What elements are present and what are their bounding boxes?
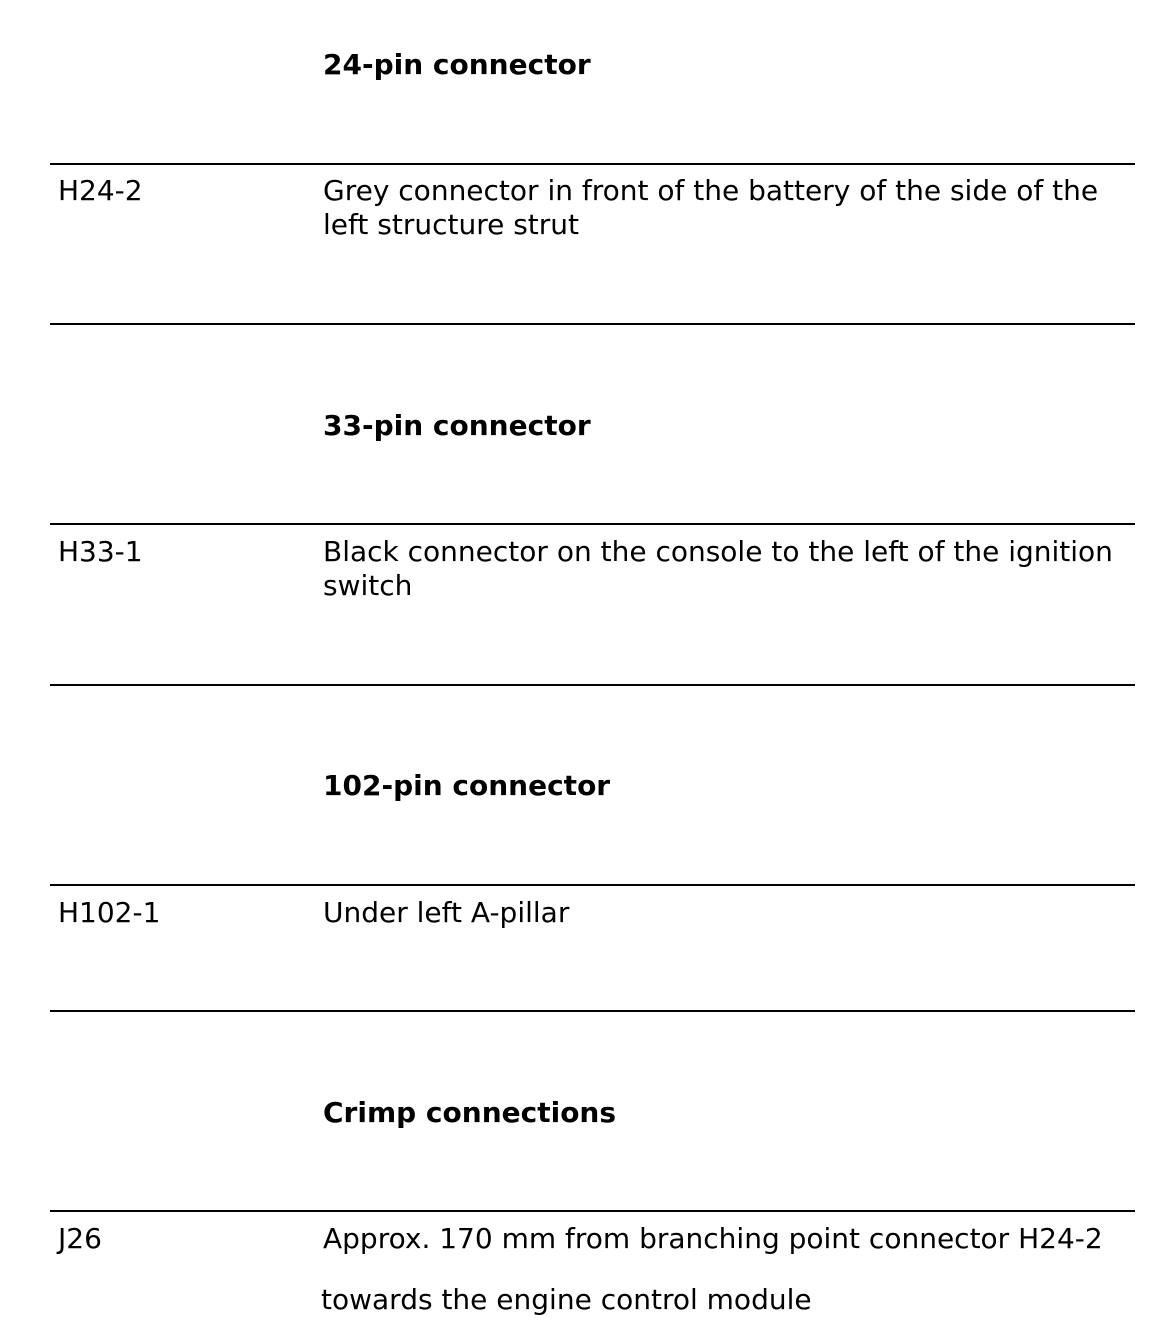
divider (50, 1010, 1135, 1012)
divider (50, 884, 1135, 886)
location-text: Black connector on the console to the left of the ignition switch (323, 535, 1113, 602)
location-text: Under left A-pillar (323, 896, 570, 929)
section-heading-24-pin: 24-pin connector (323, 48, 591, 81)
connector-code: H102-1 (58, 896, 161, 929)
connector-code: H33-1 (58, 535, 143, 568)
location-text-continued: towards the engine control module (321, 1283, 812, 1316)
connector-code: J26 (58, 1222, 102, 1255)
divider (50, 163, 1135, 165)
divider (50, 523, 1135, 525)
connector-location (323, 174, 1135, 242)
connector-location (323, 1222, 1135, 1317)
section-heading-crimp-connections: Crimp connections (323, 1096, 617, 1129)
section-heading-33-pin: 33-pin connector (323, 409, 591, 442)
connector-location (323, 896, 1135, 930)
divider (50, 684, 1135, 686)
connector-code: H24-2 (58, 174, 143, 207)
connector-location (323, 535, 1135, 603)
section-heading-102-pin: 102-pin connector (323, 769, 611, 802)
location-text: Grey connector in front of the battery of the side of the left structure strut (323, 174, 1099, 241)
divider (50, 1210, 1135, 1212)
location-text: Approx. 170 mm from branching point connector H24-2 (323, 1222, 1103, 1255)
divider (50, 323, 1135, 325)
